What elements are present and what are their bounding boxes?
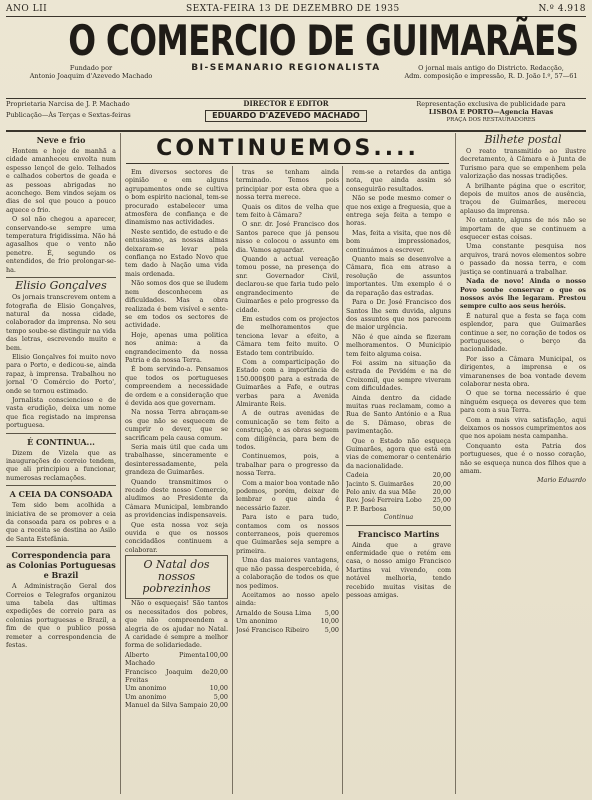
donor-name: Manuel da Silva Sampaio <box>125 701 208 710</box>
repr-line-1: Representação exclusiva de publicidade para <box>416 100 566 108</box>
bisemanario-label: BI-SEMANARIO REGIONALISTA <box>191 63 381 73</box>
owner-label: Proprietaria Narcisa de J. P. Machado <box>6 100 130 108</box>
donation-list <box>346 471 451 513</box>
paragraph: Não o esqueçais! São tantos os necessitados dos pobres, que não compreendem a alegria de os ajudar no Natal. A caridade é sempre a melhor forma de solidariedade. <box>125 599 228 650</box>
column-separator <box>342 166 343 794</box>
bisemanario-block <box>176 64 396 98</box>
oldest-label: O jornal mais antigo do Districto. Redacção, <box>418 64 564 72</box>
list-item <box>236 626 339 634</box>
donation-list <box>236 609 339 634</box>
column-5 <box>460 133 586 796</box>
donation-value: 5,00 <box>324 625 339 634</box>
donation-value: 5,00 <box>324 608 339 617</box>
paragraph: Dizem de Vizela que as inaugurações do correio tendem, que ali principiou a funcionar, numerosas reclamações. <box>6 448 116 482</box>
donor-name: Cadeia <box>346 471 369 480</box>
donation-value: 5,00 <box>213 692 228 701</box>
donor-name: José Francisco Ribeiro <box>236 625 309 634</box>
paragraph: Para isto e para tudo, contamos com os nossos conterraneos, pois queremos que Guimarães seja sempre a primeira. <box>236 513 339 555</box>
donor-name: Francisco Joaquim de Freitas <box>125 667 210 684</box>
director-block <box>176 100 396 128</box>
list-item <box>346 496 451 504</box>
founder-name: Antonio Joaquim d'Azevedo Machado <box>29 72 153 80</box>
top-info-line <box>6 2 586 16</box>
oldest-block <box>396 64 586 98</box>
column-separator <box>455 133 456 794</box>
director-label: DIRECTOR E EDITOR <box>243 99 329 108</box>
repr-line-2: LISBOA E PORTO—Agencia Havas <box>428 108 554 116</box>
list-item <box>125 651 228 668</box>
headline-rule <box>126 163 449 164</box>
paragraph: Em diversos sectores de opinião e em alguns agrupamentos onde se cultiva o bom espirito nacional, tem-se procurado estabelecer uma atmosfera de confiança e de dinamismo nas actividades. <box>125 168 228 227</box>
donation-value: 20,00 <box>432 471 451 480</box>
paragraph: Uma constante pesquisa nos arquivos, trará novos elementos sobre o passado da nossa terra, e com justiça se continuará a trabalhar. <box>460 242 586 276</box>
paragraph: Continuemos, pois, a trabalhar para o progresso da nossa Terra. <box>236 452 339 478</box>
info-row <box>6 100 586 128</box>
paragraph: Neste sentido, de estudo e de entusiasmo, as nossas almas deixaram-se levar pela confiança no Estado Novo que tem dado à Nação uma vida mais ordenada. <box>125 227 228 278</box>
donation-list <box>125 651 228 710</box>
donor-name: Um anonimo <box>125 692 167 701</box>
donor-name: Arnaldo de Sousa Lima <box>236 608 312 617</box>
paragraph: O sol não chegou a aparecer, conservando-se sempre uma temperatura frigidissima. Não há agasalhos que o vento não penetre. É, segundo os entendidos, de frio prolongar-se-ha. <box>6 215 116 274</box>
paragraph: Na nossa Terra abraçam-se os que não se esquecem de cumprir o dever, que se sacrificam pela causa comum. <box>125 408 228 442</box>
paragraph: A brilhante página que o escritor, depois de muitos anos de ausência, traçou de Guimarães, mereceu aplauso da imprensa. <box>460 181 586 215</box>
paragraph: A de outras avenidas de comunicação se tem feito a construção, e as obras seguem com diligência, para bem de todos. <box>236 409 339 451</box>
donation-value: 20,00 <box>432 488 451 497</box>
column-separator <box>232 166 233 794</box>
donation-value: 20,00 <box>209 667 228 676</box>
paragraph: Quanto mais se desenvolve a Câmara, fica em atraso a resolução de assuntos importantes. Um exemplo é o da reparação das estradas. <box>346 255 451 297</box>
section-heading: Neve e frio <box>36 135 86 145</box>
column-separator <box>120 133 121 794</box>
donation-value: 10,00 <box>320 617 339 626</box>
list-item <box>346 488 451 496</box>
donor-name: Rev. José Ferreira Lobo <box>346 496 422 505</box>
paragraph: O reato transmitido ao ilustre decretamento, à Câmara e à Junta de Turismo para que se empenhem pela valorização das nossas tradições. <box>460 147 586 181</box>
paragraph: Ainda que a grave enfermidade que o retém em casa, o nosso amigo Francisco Martins vai vivendo, com notável melhoria, tendo recebido muitas visitas de pessoas amigas. <box>346 540 451 600</box>
issue-date: SEXTA-FEIRA 13 DE DEZEMBRO DE 1935 <box>186 4 400 14</box>
section-heading: Elisio Gonçalves <box>15 279 107 293</box>
headline: CONTINUEMOS.... <box>156 136 419 161</box>
paragraph: Que o Estado não esqueça Guimarães, agora que está em vias de comemorar o centenário da nacionalidade. <box>346 436 451 470</box>
donor-name: P. P. Barbosa <box>346 504 387 513</box>
paragraph: Não é que ainda se fizeram melhoramentos. O Municipio tem feito alguma coisa. <box>346 332 451 358</box>
paragraph: Não somos dos que se iludem nem desconhecem as dificuldades. Mas a obra realizada é bem visível e sente-se em todos os sectores de actividade. <box>125 279 228 330</box>
natal-title: O Natal dos nossos pobrezinhos <box>142 558 211 596</box>
repr-line-3: PRAÇA DOS RESTAURADORES <box>446 117 536 123</box>
paragraph: Jornalista consciencioso e de vasta erudição, deixa um nome que fica registado na imprensa portuguesa. <box>6 395 116 430</box>
paragraph: Quais os ditos de velha que tem feito à Câmara? <box>236 202 339 220</box>
paragraph: Com a mais viva satisfação, aqui deixamos os nossos cumprimentos aos que nos apoiam nesta campanha. <box>460 415 586 441</box>
donor-name: Jacinto S. Guimarães <box>346 479 414 488</box>
paragraph: O que se torna necessário é que ninguém esqueça os deveres que tem para com a sua Terra. <box>460 389 586 415</box>
director-name: EDUARDO D'AZEVEDO MACHADO <box>205 110 367 122</box>
list-item <box>125 684 228 692</box>
paragraph: Quando a actual vereação tomou posse, na presença do snr. Governador Civil, declarou-se que faria tudo pelo engrandecimento de Guimarães e pelo progresso da cidade. <box>236 255 339 314</box>
paragraph: Que esta nossa voz seja ouvida e que os nossos concidadãos continuem a colaborar. <box>125 520 228 554</box>
paragraph: Foi assim na situação da estrada de Pevidém e na de Creixomil, que sempre viveram com dificuldades. <box>346 358 451 393</box>
masthead-title: O COMERCIO DE GUIMARÃES <box>68 16 579 65</box>
representation-block <box>396 100 586 128</box>
paragraph: Mas, feita a visita, que nos dê bom impressionados, continuámos a escrever. <box>346 228 451 254</box>
masthead-subrow <box>6 64 586 98</box>
paragraph: Por isso a Câmara Municipal, os dirigentes, a imprensa e os vimaranenses de boa vontade devem colaborar nesta obra. <box>460 354 586 388</box>
rule-bottom <box>6 130 586 132</box>
donor-name: Pelo aniv. da sua Mãe <box>346 488 416 497</box>
divider <box>6 485 116 486</box>
paragraph: Hoje, apenas uma politica nos anima: a da engrandecimento da nossa Patria e da nossa Terra. <box>125 330 228 364</box>
paragraph: Elisio Gonçalves foi muito novo para o Porto, e dedicou-se, ainda rapaz, à imprensa. Trabalhou no jornal 'O Comércio do Porto', onde se tornou estimado. <box>6 352 116 395</box>
paragraph: Nada de novo! Ainda o nosso Povo soube conservar o que os nossos avós lhe legaram. Prestou sempre culto aos seus heróis. <box>460 277 586 311</box>
list-item <box>236 617 339 625</box>
divider <box>346 525 451 526</box>
divider <box>6 277 116 278</box>
list-item <box>346 471 451 479</box>
donation-value: 20,00 <box>432 479 451 488</box>
paragraph: Uma das maiores vantagens, que não passa despercebida, é a colaboração de todos os que nos pedimos. <box>236 556 339 590</box>
paragraph: Quando transmitimos o recado deste nosso Comercio, aludimos ao Presidente da Câmara Municipal, lembrando as providencias indispensaveis. <box>125 477 228 520</box>
divider <box>6 546 116 547</box>
founder-block <box>6 64 176 98</box>
paragraph: A Administração Geral dos Correios e Telegrafos organizou uma tabela das ultimas expedições de correio para as colonias portuguesas e Brazil, a fim de que o publico possa remeter a correspondencia de festas. <box>6 582 116 650</box>
publication-days: Publicação—Às Terças e Sextas-feiras <box>6 111 131 119</box>
signature: Mario Eduardo <box>536 476 586 485</box>
address-label: Adm. composição e impressão, R. D. João I.º, 57—61 <box>404 72 578 80</box>
donation-value: 10,00 <box>209 684 228 693</box>
column-3 <box>236 168 339 796</box>
donor-name: Um anonimo <box>125 684 167 693</box>
donor-name: Alberto Pimenta Machado <box>125 650 206 668</box>
section-heading: É CONTINUA... <box>27 436 95 447</box>
paragraph: O snr. dr. José Francisco dos Santos parece que já pensou nisso e colocou o assunto em dia. Vamos aguardar. <box>236 220 339 254</box>
donation-value: 20,00 <box>209 701 228 710</box>
list-item <box>346 480 451 488</box>
paragraph: Aceitamos ao nosso apelo ainda: <box>236 590 339 608</box>
column-4 <box>346 168 451 796</box>
list-item <box>236 609 339 617</box>
donation-value: 100,00 <box>205 650 228 659</box>
section-heading: Correspondencia para as Colonias Portuguesas e Brazil <box>6 550 116 581</box>
paragraph: Para o Dr. José Francisco dos Santos lhe sem duvida, alguns dos assuntos que nos parecem de maior urgência. <box>346 298 451 332</box>
donation-value: 50,00 <box>432 504 451 513</box>
volume-label: ANO LII <box>6 4 48 14</box>
paragraph: É natural que a festa se faça com esplendor, para que Guimarães continue a ser, no coração de todos os portugueses, o berço da nacionalidade. <box>460 311 586 354</box>
paragraph: Seria mais útil que cada um trabalhasse, sinceramente e desinteressadamente, pela grandeza de Guimarães. <box>125 443 228 477</box>
section-heading: Bilhete postal <box>484 133 562 146</box>
paragraph: No entanto, alguns de nós não se importam de que se continuem a esquecer estas coisas. <box>460 216 586 242</box>
paragraph: Em estudos com os projectos de melhoramentos que tenciona levar a efeito, a Câmara tem feito muito. O Estado tem contribuído. <box>236 314 339 357</box>
paragraph: Não se pode mesmo comer o que nos exige a freguesia, que a entrega seja feita a tempo e horas. <box>346 194 451 228</box>
founded-label: Fundado por <box>69 64 113 72</box>
column-2 <box>125 168 228 796</box>
paragraph: Com a maior boa vontade não podemos, porém, deixar de lembrar o que ainda é necessário fazer. <box>236 478 339 512</box>
continua-label: Continua <box>383 513 414 522</box>
section-heading: Francisco Martins <box>357 528 440 539</box>
owner-block <box>6 100 176 128</box>
paragraph: Tem sido bem acolhida a iniciativa de se promover a ceia da consoada para os pobres e a que a receita se destina ao Asilo de Santa Estefânia. <box>6 501 116 543</box>
paragraph: Conquanto esta Patria dos portugueses, que é o nosso coração, não se esqueça nunca dos filhos que a amam. <box>460 441 586 476</box>
paragraph: rem-se a retardes da antiga nota, que ainda assim só conseguirão resultados. <box>346 168 451 193</box>
section-heading: A CEIA DA CONSOADA <box>9 489 113 500</box>
list-item <box>125 701 228 709</box>
paragraph: É bom servindo-a. Pensamos que todos os portugueses compreendem a necessidade de ordem e a consideração que é devida aos que governam. <box>125 365 228 407</box>
paragraph: Hontem e hoje de manhã a cidade amanheceu envolta num espesso lençol de gelo. Telhados e calhados cobertos de geada e as pessoas abrigadas no aconchego. Bem vindos sejam os dias de sol que pouco a pouco aquece o frio. <box>6 147 116 214</box>
divider <box>6 433 116 434</box>
paragraph: Os jornais transcrevem ontem a fotografia de Elisio Gonçalves, natural da nossa cidade, colaborador da imprensa. No seu tempo soube-se distinguir na vida das letras, escrevendo muito e bem. <box>6 293 116 352</box>
column-1 <box>6 133 116 796</box>
list-item <box>125 668 228 685</box>
donor-name: Um anonimo <box>236 617 278 626</box>
list-item <box>346 505 451 513</box>
paragraph: tras se tenham ainda terminado. Temos pois principiar por esta obra que a nossa terra merece. <box>236 168 339 202</box>
paragraph: Com a comparticipação do Estado com a importância de 150.000$00 para a estrada de Guimarães a Fafe, e outras verbas para a Avenida Almirante Reis. <box>236 357 339 408</box>
donation-value: 25,00 <box>432 496 451 505</box>
paragraph: Ainda dentro da cidade muitas ruas reclamam, como a Rua de Santo António e a Rua de S. Dâmaso, obras de pavimentação. <box>346 393 451 436</box>
list-item <box>125 693 228 701</box>
issue-number: N.º 4.918 <box>538 4 586 14</box>
natal-box <box>125 555 228 599</box>
